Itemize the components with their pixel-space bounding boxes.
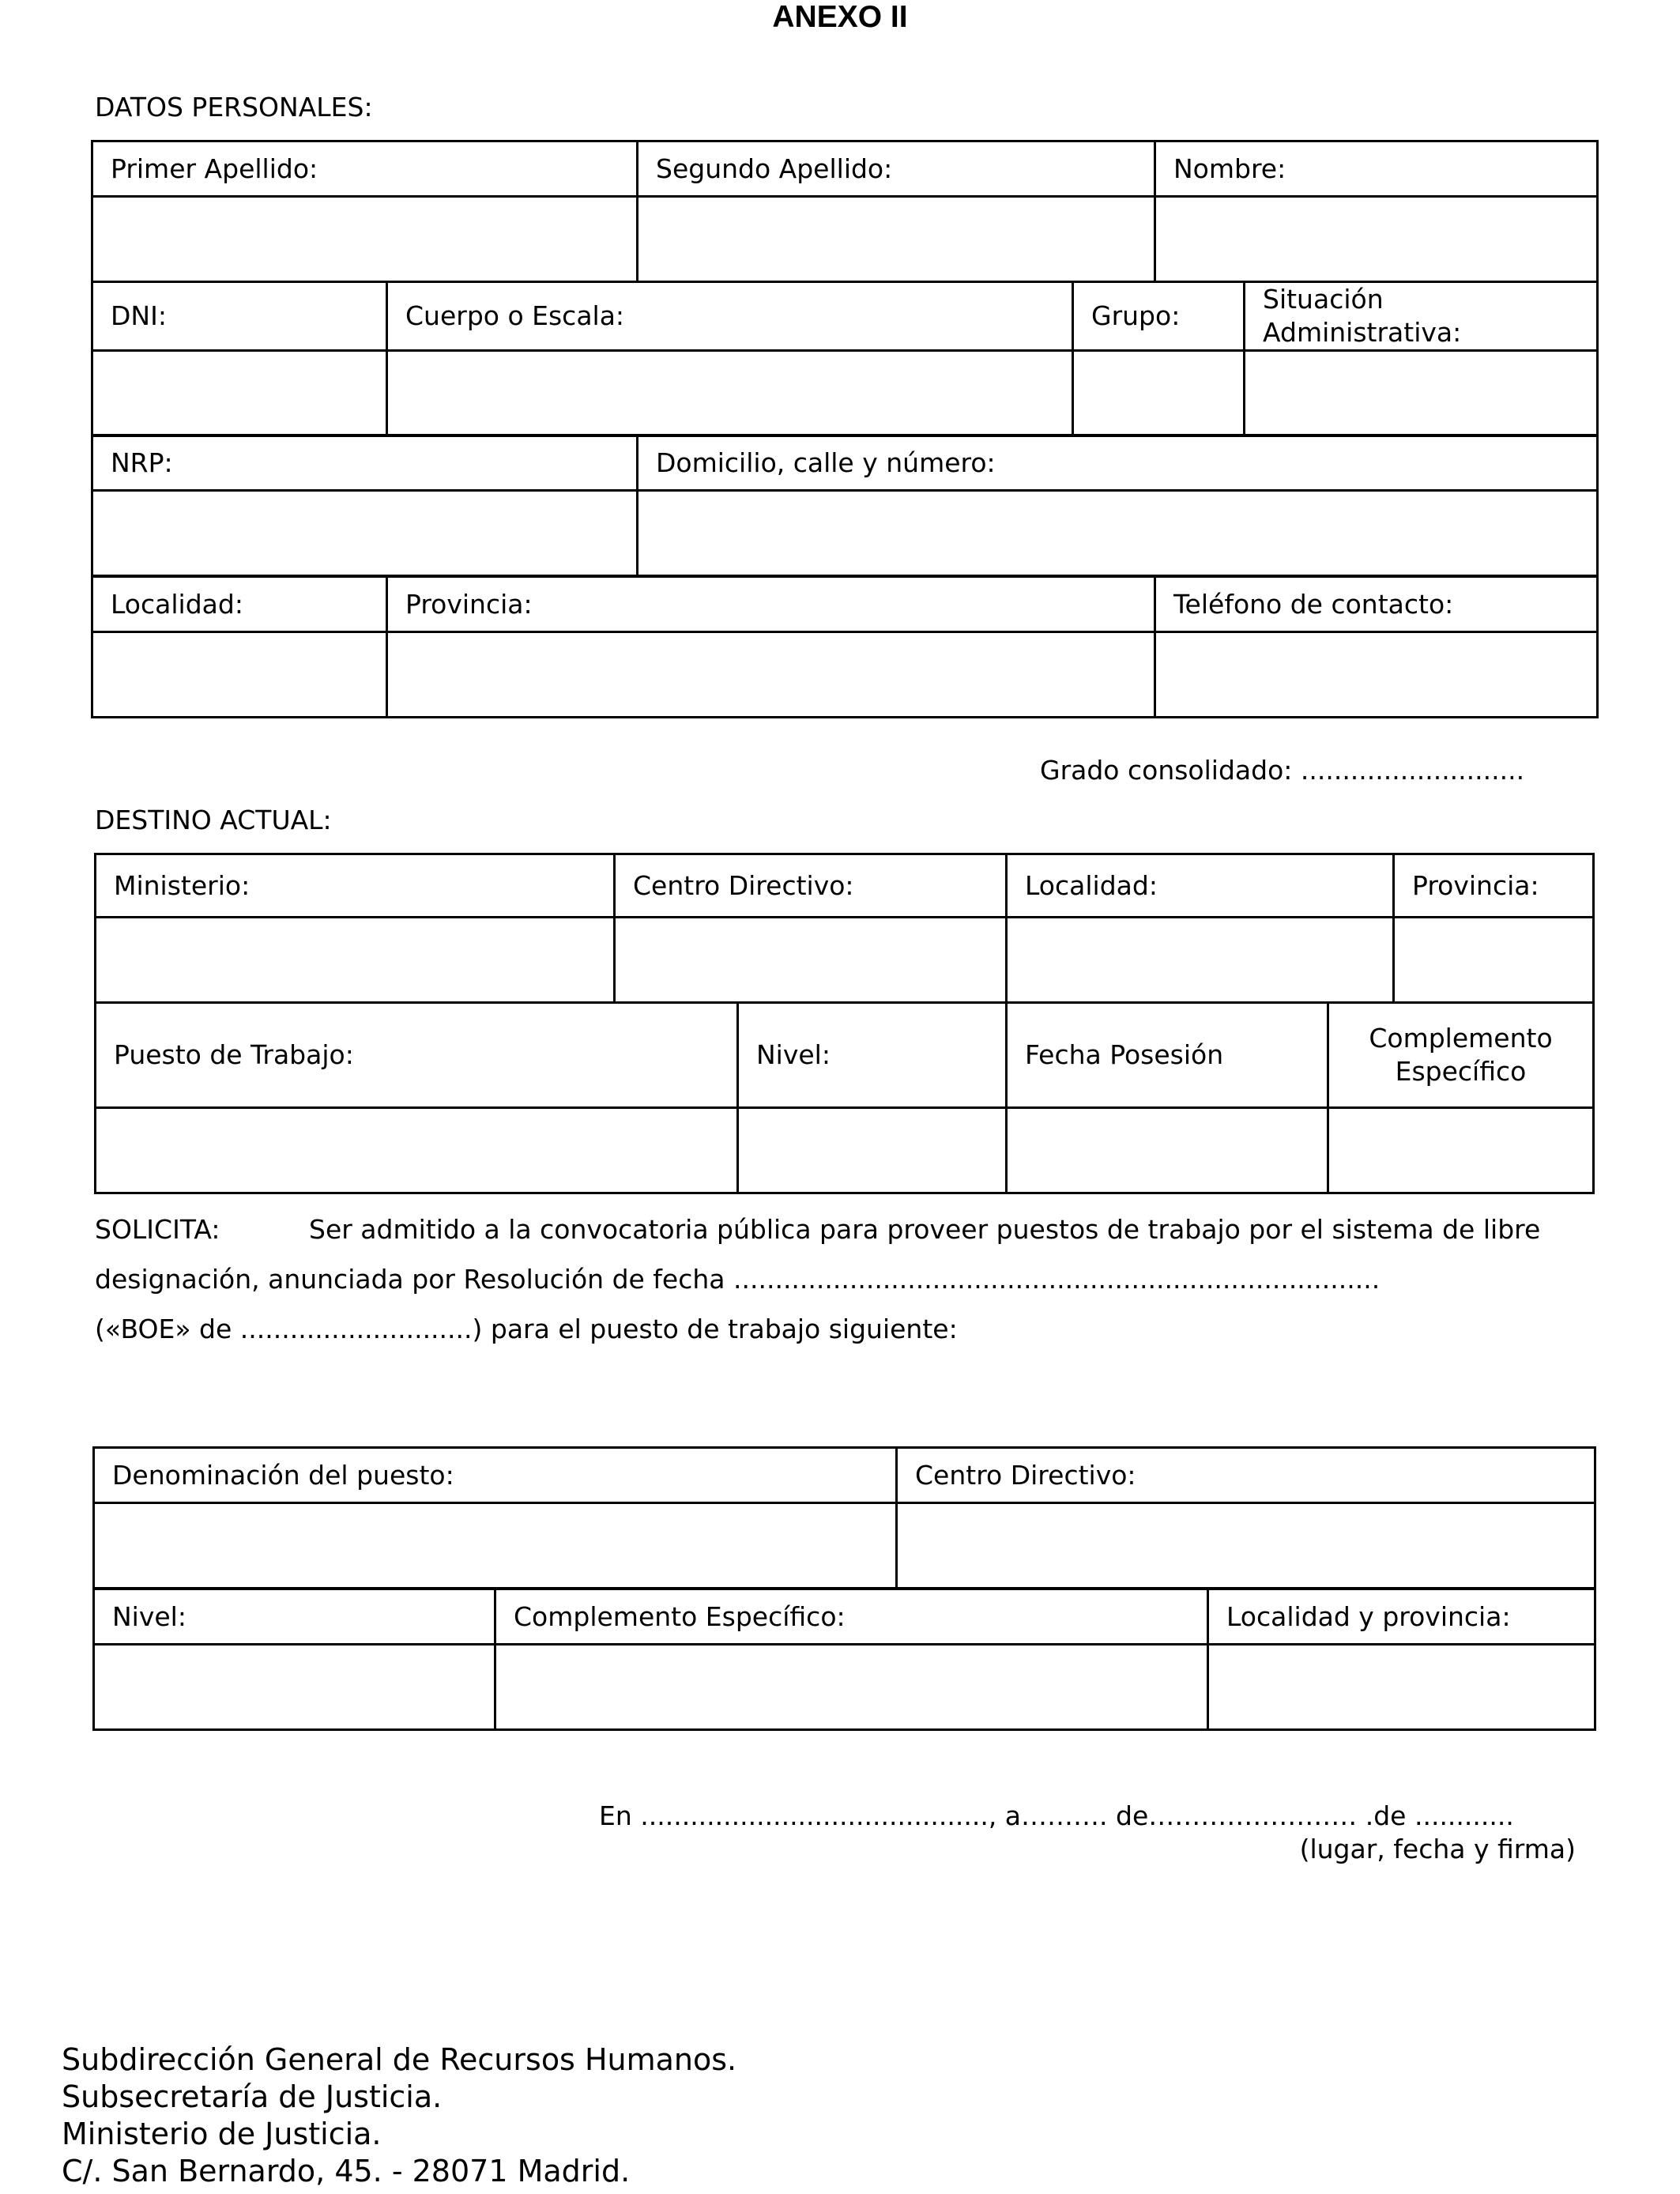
label-localidad-destino: Localidad:	[1007, 854, 1394, 918]
label-nrp: NRP:	[92, 435, 638, 491]
destino-actual-table-1	[94, 853, 1595, 1004]
label-localidad: Localidad:	[92, 577, 387, 632]
label-domicilio: Domicilio, calle y número:	[638, 435, 1598, 491]
label-localidad-provincia: Localidad y provincia:	[1208, 1589, 1595, 1645]
field-nrp[interactable]	[92, 491, 638, 576]
puesto-table-2	[92, 1588, 1596, 1731]
label-telefono: Teléfono de contacto:	[1155, 577, 1598, 632]
field-localidad-destino[interactable]	[1007, 918, 1394, 1003]
label-grupo: Grupo:	[1073, 282, 1245, 351]
field-ministerio[interactable]	[96, 918, 615, 1003]
label-situacion-line2: Administrativa:	[1263, 317, 1462, 348]
field-grupo[interactable]	[1073, 351, 1245, 436]
field-localidad[interactable]	[92, 632, 387, 718]
field-provincia-destino[interactable]	[1394, 918, 1594, 1003]
puesto-table-1	[92, 1446, 1596, 1589]
section-heading-destino-actual: DESTINO ACTUAL:	[95, 805, 332, 835]
grado-consolidado: Grado consolidado: ...........................	[1040, 755, 1525, 786]
label-provincia: Provincia:	[387, 577, 1155, 632]
label-complemento-especifico	[1328, 1003, 1594, 1108]
field-dni[interactable]	[92, 351, 387, 436]
field-complemento-especifico[interactable]	[1328, 1108, 1594, 1193]
label-situacion-line1: Situación	[1263, 284, 1384, 315]
solicita-line-1: Ser admitido a la convocatoria pública para proveer puestos de trabajo por el sistema de libre	[309, 1214, 1541, 1245]
document-title: ANEXO II	[772, 0, 908, 34]
label-fecha-posesion: Fecha Posesión	[1007, 1003, 1328, 1108]
field-puesto-trabajo[interactable]	[96, 1108, 738, 1193]
label-complemento-puesto: Complemento Específico:	[495, 1589, 1208, 1645]
label-centro-directivo: Centro Directivo:	[615, 854, 1007, 918]
field-situacion-administrativa[interactable]	[1245, 351, 1598, 436]
destino-actual-table-2	[94, 1001, 1595, 1194]
field-domicilio[interactable]	[638, 491, 1598, 576]
label-cuerpo-escala: Cuerpo o Escala:	[387, 282, 1073, 351]
field-fecha-posesion[interactable]	[1007, 1108, 1328, 1193]
label-puesto-trabajo: Puesto de Trabajo:	[96, 1003, 738, 1108]
datos-personales-table-3	[91, 434, 1599, 577]
datos-personales-table-2	[91, 281, 1599, 437]
section-heading-datos-personales: DATOS PERSONALES:	[95, 92, 373, 123]
field-provincia[interactable]	[387, 632, 1155, 718]
label-complemento-line2: Específico	[1395, 1056, 1527, 1087]
field-nivel-puesto[interactable]	[94, 1645, 495, 1730]
firma-caption: (lugar, fecha y firma)	[1299, 1834, 1576, 1864]
field-segundo-apellido[interactable]	[638, 197, 1155, 282]
label-nivel-destino: Nivel:	[738, 1003, 1007, 1108]
field-centro-directivo-puesto[interactable]	[897, 1503, 1595, 1589]
field-nivel-destino[interactable]	[738, 1108, 1007, 1193]
field-complemento-puesto[interactable]	[495, 1645, 1208, 1730]
label-nivel-puesto: Nivel:	[94, 1589, 495, 1645]
label-situacion-administrativa	[1245, 282, 1598, 351]
field-primer-apellido[interactable]	[92, 197, 638, 282]
footer-line-3: Ministerio de Justicia.	[62, 2117, 382, 2151]
datos-personales-table-1	[91, 140, 1599, 283]
label-segundo-apellido: Segundo Apellido:	[638, 141, 1155, 197]
field-cuerpo-escala[interactable]	[387, 351, 1073, 436]
label-denominacion-puesto: Denominación del puesto:	[94, 1448, 897, 1503]
datos-personales-table-4	[91, 575, 1599, 718]
solicita-line-3: («BOE» de ............................) para el puesto de trabajo siguiente:	[95, 1314, 958, 1344]
footer-line-1: Subdirección General de Recursos Humanos.	[62, 2042, 737, 2077]
field-nombre[interactable]	[1155, 197, 1598, 282]
label-centro-directivo-puesto: Centro Directivo:	[897, 1448, 1595, 1503]
label-ministerio: Ministerio:	[96, 854, 615, 918]
footer-line-2: Subsecretaría de Justicia.	[62, 2079, 443, 2114]
field-telefono[interactable]	[1155, 632, 1598, 718]
field-localidad-provincia[interactable]	[1208, 1645, 1595, 1730]
solicita-label: SOLICITA:	[95, 1214, 220, 1245]
footer-line-4: C/. San Bernardo, 45. - 28071 Madrid.	[62, 2154, 631, 2188]
label-dni: DNI:	[92, 282, 387, 351]
label-nombre: Nombre:	[1155, 141, 1598, 197]
label-complemento-line1: Complemento	[1369, 1023, 1553, 1054]
firma-line: En .........................................., a………. de…………………… .de ............	[599, 1800, 1514, 1831]
field-denominacion-puesto[interactable]	[94, 1503, 897, 1589]
label-primer-apellido: Primer Apellido:	[92, 141, 638, 197]
label-provincia-destino: Provincia:	[1394, 854, 1594, 918]
solicita-line-2: designación, anunciada por Resolución de fecha ..............................................................................	[95, 1264, 1381, 1295]
field-centro-directivo[interactable]	[615, 918, 1007, 1003]
